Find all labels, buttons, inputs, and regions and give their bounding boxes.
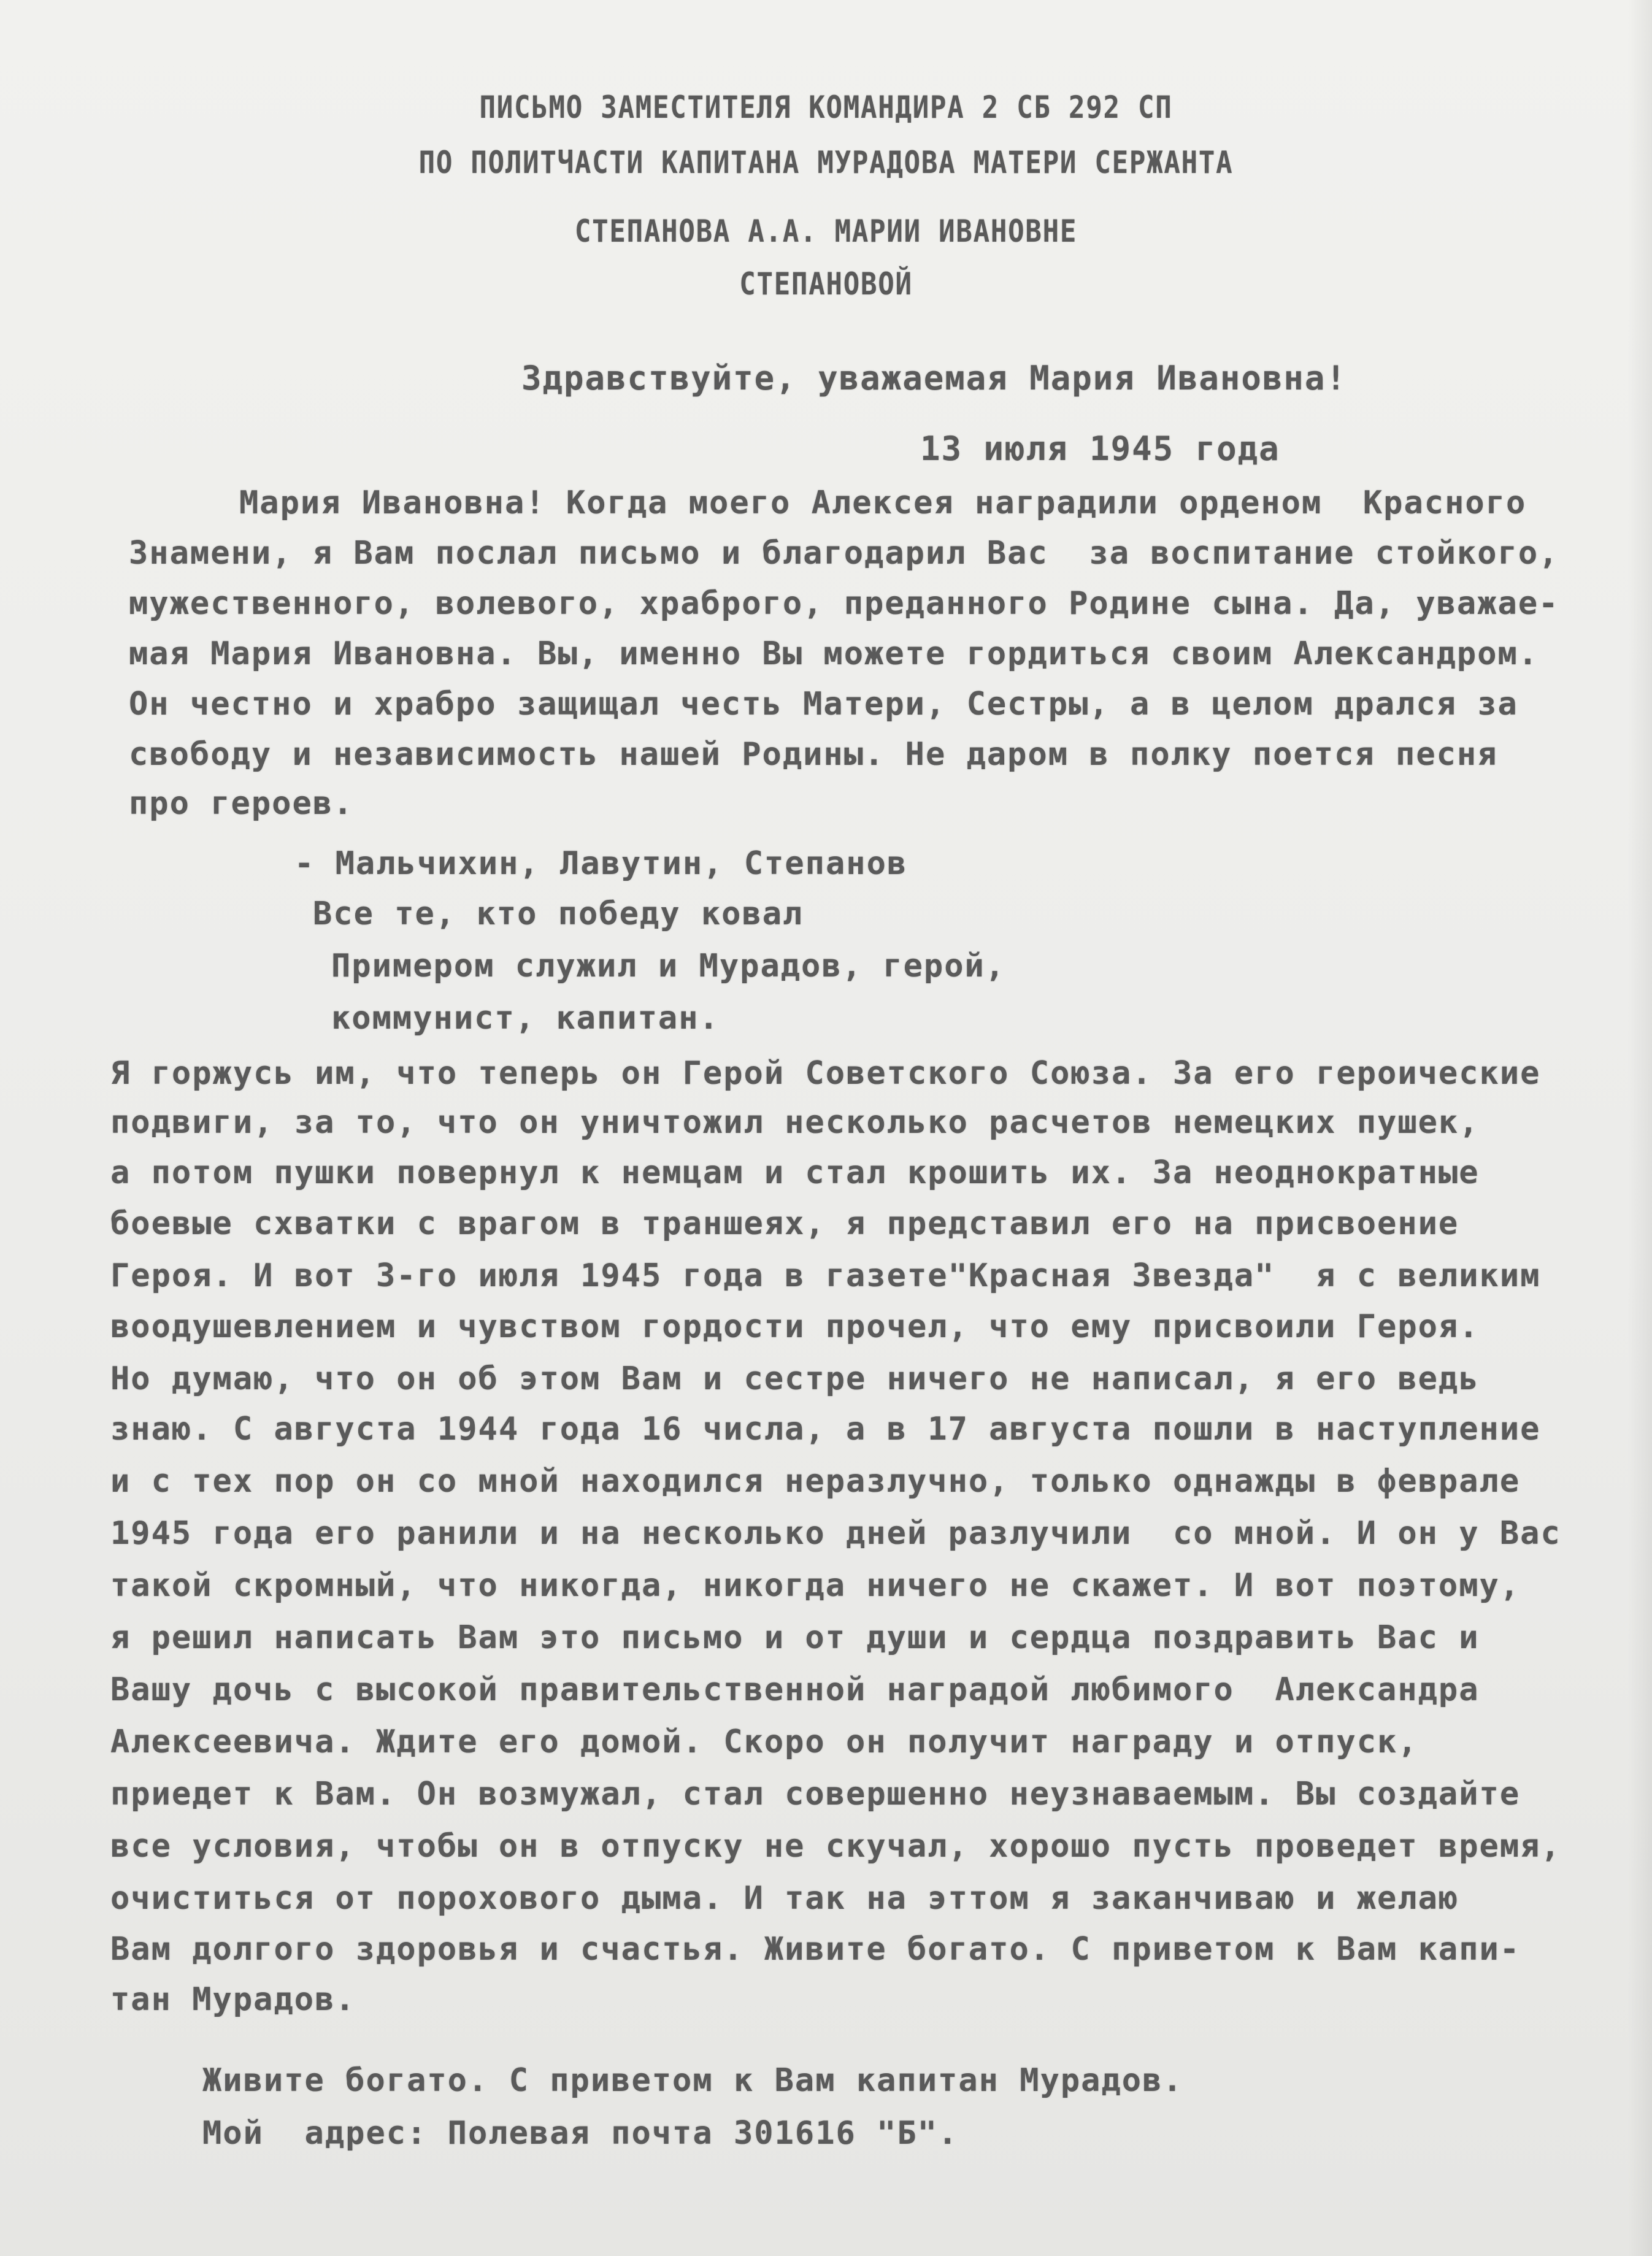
body-line: мая Мария Ивановна. Вы, именно Вы можете гордиться своим Александром. bbox=[129, 635, 1539, 672]
body-line: подвиги, за то, что он уничтожил несколько расчетов немецких пушек, bbox=[110, 1104, 1480, 1141]
poem-line: - Мальчихин, Лавутин, Степанов bbox=[294, 845, 908, 882]
body-line: Мария Ивановна! Когда моего Алексея наградили орденом Красного bbox=[239, 485, 1527, 521]
greeting: Здравствуйте, уважаемая Мария Ивановна! bbox=[521, 359, 1347, 397]
letter-title-line: ПИСЬМО ЗАМЕСТИТЕЛЯ КОМАНДИРА 2 СБ 292 СП bbox=[479, 90, 1173, 125]
body-line: и с тех пор он со мной находился неразлучно, только однажды в феврале bbox=[110, 1463, 1521, 1500]
body-line: Знамени, я Вам послал письмо и благодарил Вас за воспитание стойкого, bbox=[129, 535, 1559, 572]
body-line: знаю. С августа 1944 года 16 числа, а в 17 августа пошли в наступление bbox=[110, 1411, 1541, 1448]
body-line: приедет к Вам. Он возмужал, стал совершенно неузнаваемым. Вы создайте bbox=[110, 1776, 1521, 1813]
body-line: все условия, чтобы он в отпуску не скучал, хорошо пусть проведет время, bbox=[110, 1828, 1561, 1865]
body-line: Героя. И вот 3-го июля 1945 года в газете"Красная Звезда" я с великим bbox=[110, 1257, 1541, 1294]
closing-line: Живите богато. С приветом к Вам капитан Мурадов. bbox=[202, 2062, 1183, 2099]
address-line: Мой адрес: Полевая почта 301616 "Б". bbox=[202, 2115, 959, 2152]
letter-title-line: СТЕПАНОВОЙ bbox=[739, 266, 913, 302]
body-line: Но думаю, что он об этом Вам и сестре ничего не написал, я его ведь bbox=[110, 1360, 1480, 1397]
body-line: про героев. bbox=[129, 785, 354, 822]
body-line: я решил написать Вам это письмо и от души и сердца поздравить Вас и bbox=[110, 1619, 1480, 1656]
body-line: Вам долгого здоровья и счастья. Живите богато. С приветом к Вам капи- bbox=[110, 1931, 1521, 1968]
letter-title-line: ПО ПОЛИТЧАСТИ КАПИТАНА МУРАДОВА МАТЕРИ СЕРЖАНТА bbox=[418, 145, 1234, 180]
letter-title-line: СТЕПАНОВА А.А. МАРИИ ИВАНОВНЕ bbox=[574, 213, 1078, 249]
letter-date: 13 июля 1945 года bbox=[920, 429, 1280, 468]
body-line: Вашу дочь с высокой правительственной наградой любимого Александра bbox=[110, 1671, 1480, 1708]
body-line: такой скромный, что никогда, никогда ничего не скажет. И вот поэтому, bbox=[110, 1567, 1521, 1604]
body-line: Я горжусь им, что теперь он Герой Советского Союза. За его героические bbox=[110, 1055, 1541, 1092]
page-edge-shadow bbox=[1627, 0, 1652, 2256]
body-line: Он честно и храбро защищал честь Матери, Сестры, а в целом дрался за bbox=[129, 686, 1518, 723]
body-line: очиститься от порохового дыма. И так на эттом я заканчиваю и желаю bbox=[110, 1880, 1459, 1917]
body-line: 1945 года его ранили и на несколько дней разлучили со мной. И он у Вас bbox=[110, 1515, 1561, 1552]
body-line: боевые схватки с врагом в траншеях, я представил его на присвоение bbox=[110, 1205, 1459, 1242]
body-line: свободу и независимость нашей Родины. Не даром в полку поется песня bbox=[129, 736, 1498, 773]
body-line: а потом пушки повернул к немцам и стал крошить их. За неоднократные bbox=[110, 1154, 1480, 1191]
poem-line: Примером служил и Мурадов, герой, bbox=[331, 948, 1006, 984]
body-line: тан Мурадов. bbox=[110, 1981, 356, 2018]
poem-line: Все те, кто победу ковал bbox=[313, 896, 804, 932]
body-line: мужественного, волевого, храброго, преданного Родине сына. Да, уважае- bbox=[129, 585, 1559, 622]
body-line: воодушевлением и чувством гордости прочел, что ему присвоили Героя. bbox=[110, 1308, 1480, 1345]
poem-line: коммунист, капитан. bbox=[331, 1000, 720, 1037]
body-line: Алексеевича. Ждите его домой. Скоро он получит награду и отпуск, bbox=[110, 1724, 1418, 1760]
